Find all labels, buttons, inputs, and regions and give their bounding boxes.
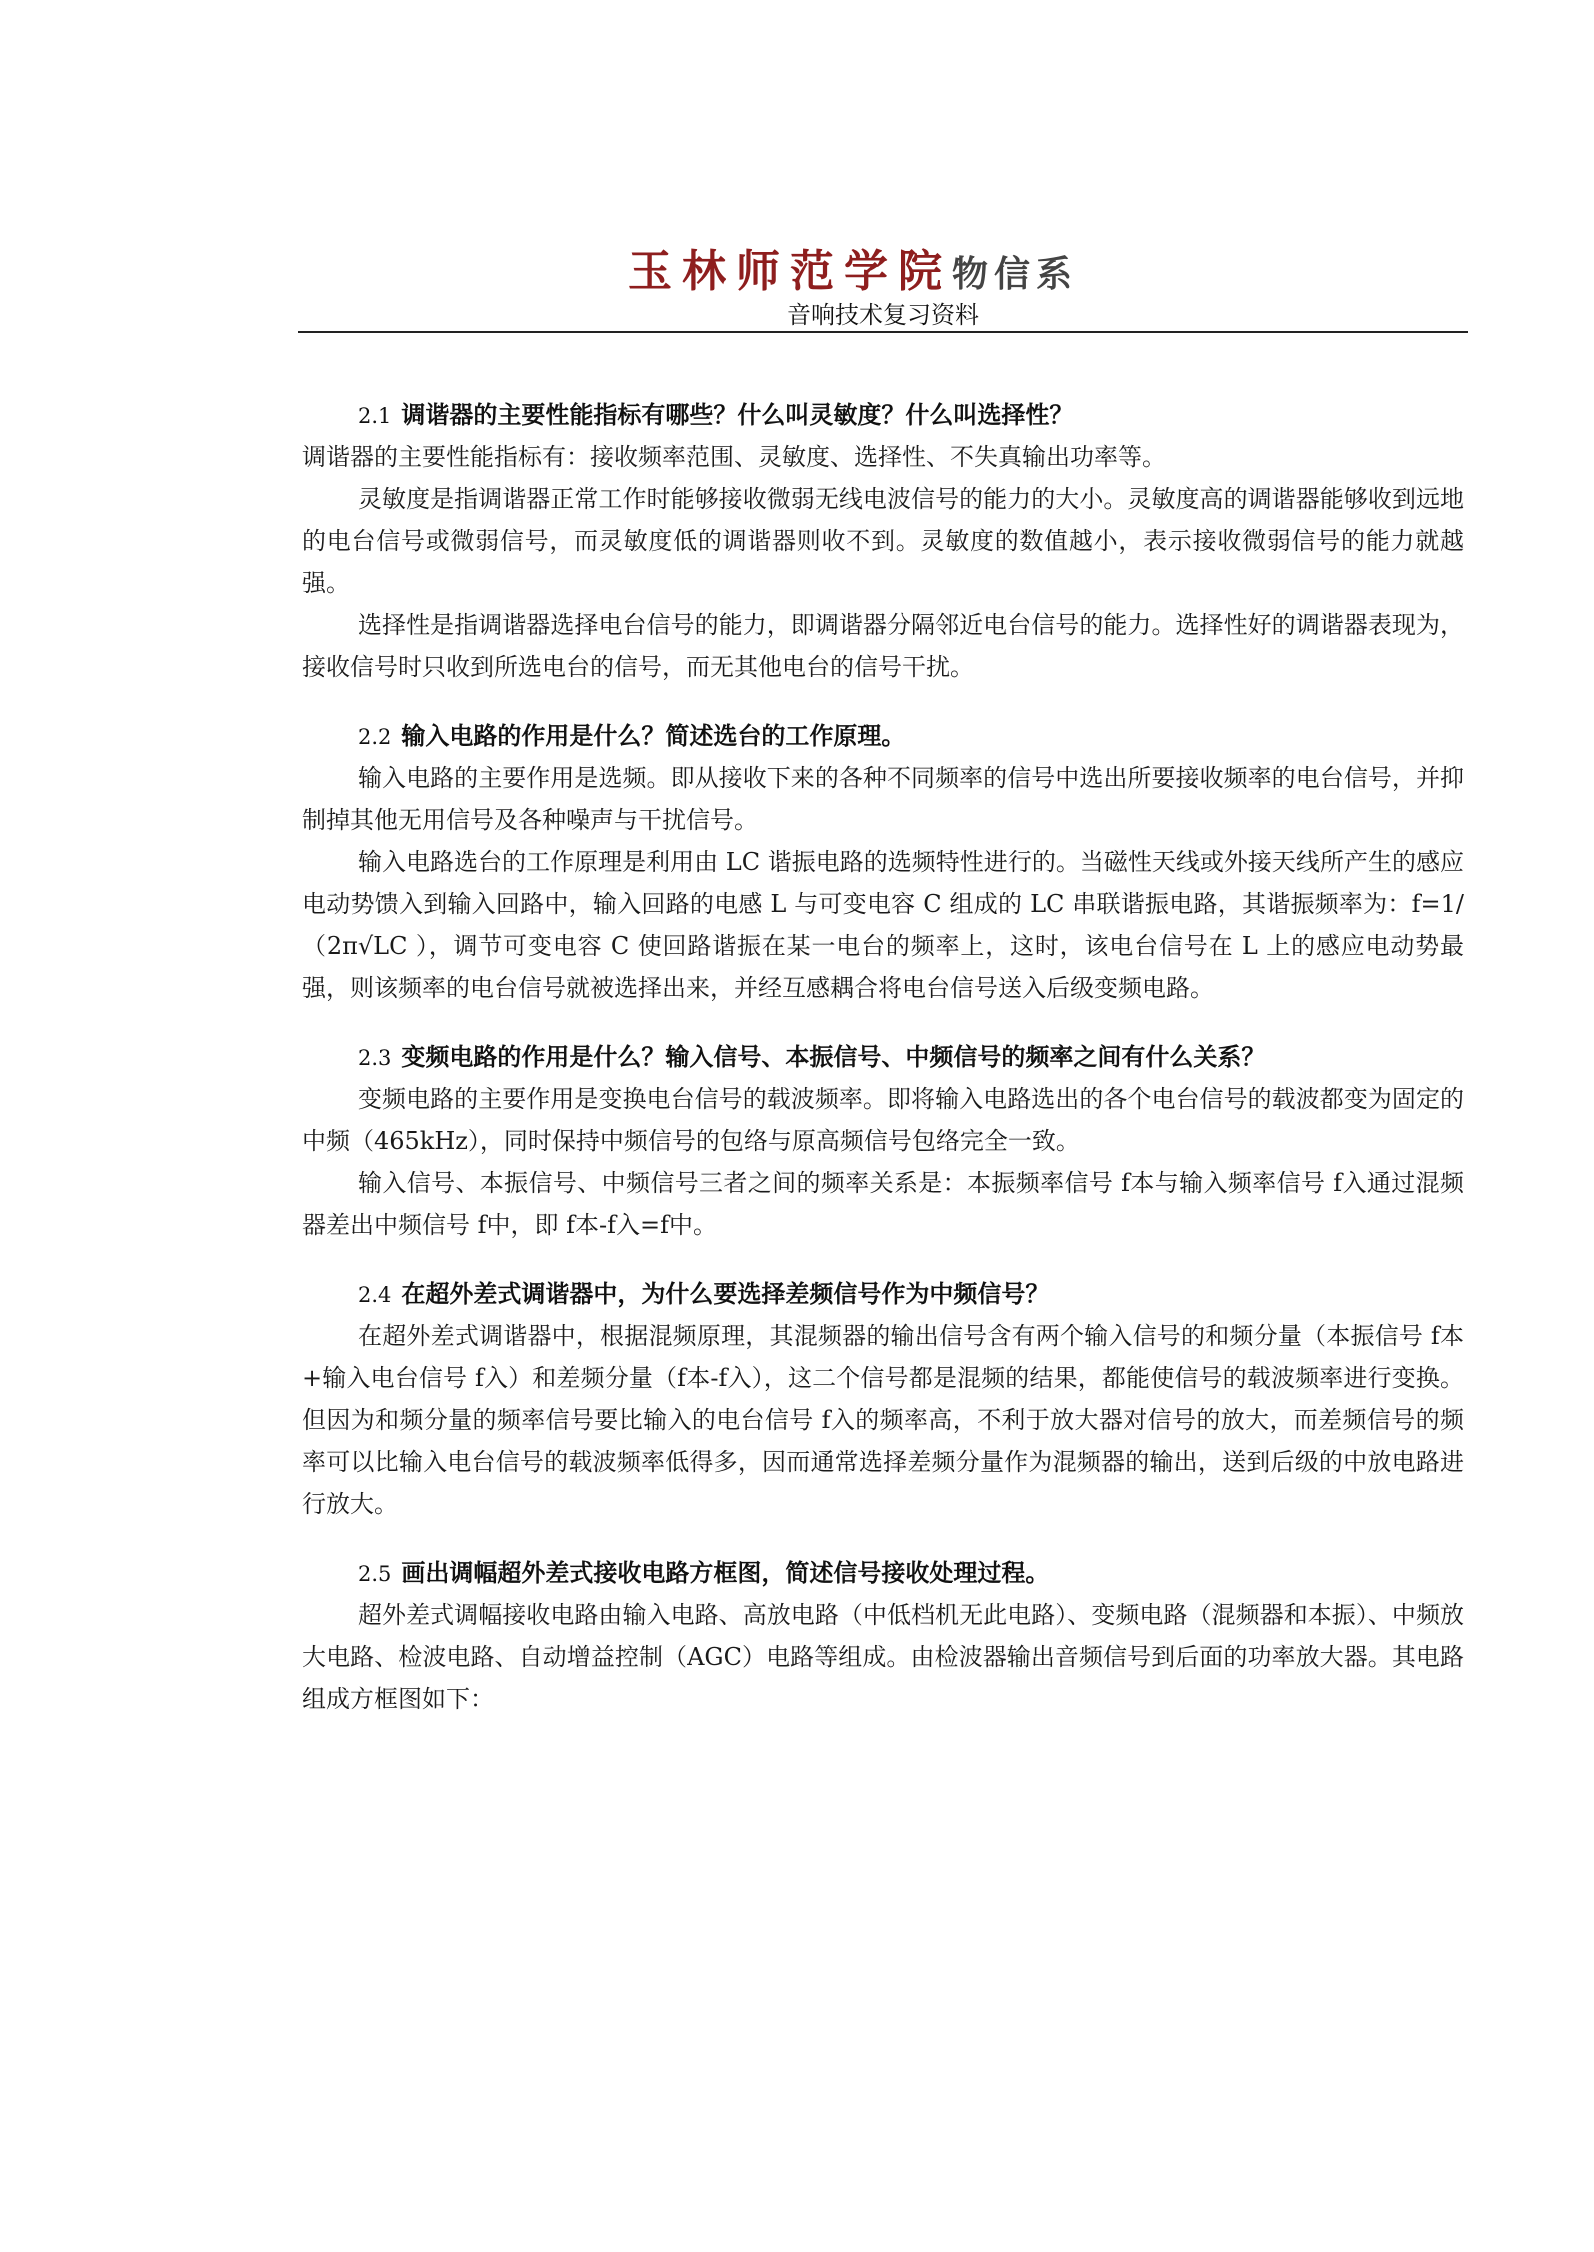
section-2-3 bbox=[302, 1037, 1464, 1246]
question-number: 2.1 bbox=[358, 404, 392, 428]
answer-paragraph: 超外差式调幅接收电路由输入电路、高放电路（中低档机无此电路）、变频电路（混频器和本振）、中频放大电路、检波电路、自动增益控制（AGC）电路等组成。由检波器输出音频信号到后面的功率放大器。其电路组成方框图如下： bbox=[302, 1601, 1464, 1713]
question-number: 2.3 bbox=[358, 1046, 392, 1070]
department-name: 物信系 bbox=[951, 253, 1078, 295]
section-2-5 bbox=[302, 1553, 1464, 1720]
document-subtitle: 音响技术复习资料 bbox=[787, 301, 979, 329]
question-text: 在超外差式调谐器中，为什么要选择差频信号作为中频信号？ bbox=[401, 1280, 1050, 1308]
question-heading bbox=[302, 395, 1464, 436]
answer-paragraph: 输入信号、本振信号、中频信号三者之间的频率关系是：本振频率信号 f本与输入频率信号 f入通过混频器差出中频信号 f中，即 f本-f入=f中。 bbox=[302, 1169, 1464, 1239]
question-text: 调谐器的主要性能指标有哪些？什么叫灵敏度？什么叫选择性？ bbox=[401, 401, 1074, 429]
question-number: 2.2 bbox=[358, 725, 392, 749]
school-name-text: 玉林师范学院 bbox=[627, 246, 952, 297]
question-text: 画出调幅超外差式接收电路方框图，简述信号接收处理过程。 bbox=[401, 1559, 1050, 1587]
answer-paragraph: 输入电路的主要作用是选频。即从接收下来的各种不同频率的信号中选出所要接收频率的电台信号，并抑制掉其他无用信号及各种噪声与干扰信号。 bbox=[302, 764, 1464, 834]
header-divider bbox=[298, 331, 1468, 333]
question-number: 2.5 bbox=[358, 1562, 392, 1586]
question-heading bbox=[302, 1553, 1464, 1594]
answer-paragraph: 选择性是指调谐器选择电台信号的能力，即调谐器分隔邻近电台信号的能力。选择性好的调谐器表现为，接收信号时只收到所选电台的信号，而无其他电台的信号干扰。 bbox=[302, 611, 1464, 681]
question-text: 输入电路的作用是什么？简述选台的工作原理。 bbox=[401, 722, 906, 750]
answer-paragraph: 灵敏度是指调谐器正常工作时能够接收微弱无线电波信号的能力的大小。灵敏度高的调谐器能够收到远地的电台信号或微弱信号，而灵敏度低的调谐器则收不到。灵敏度的数值越小，表示接收微弱信号的能力就越强。 bbox=[302, 485, 1464, 597]
section-2-4 bbox=[302, 1274, 1464, 1525]
question-heading bbox=[302, 1274, 1464, 1315]
question-heading bbox=[302, 716, 1464, 757]
school-name bbox=[436, 235, 1270, 299]
document-body bbox=[302, 395, 1464, 1748]
section-2-1 bbox=[302, 395, 1464, 688]
section-2-2 bbox=[302, 716, 1464, 1009]
answer-paragraph: 调谐器的主要性能指标有：接收频率范围、灵敏度、选择性、不失真输出功率等。 bbox=[302, 443, 1166, 471]
answer-paragraph: 在超外差式调谐器中，根据混频原理，其混频器的输出信号含有两个输入信号的和频分量（本振信号 f本+输入电台信号 f入）和差频分量（f本-f入），这二个信号都是混频的结果，都能使信号的载波频率进行变换。但因为和频分量的频率信号要比输入的电台信号 f入的频率高，不利于放大器对信号的放大，而差频信号的频率可以比输入电台信号的载波频率低得多，因而通常选择差频分量作为混频器的输出，送到后级的中放电路进行放大。 bbox=[302, 1322, 1464, 1518]
question-number: 2.4 bbox=[358, 1283, 392, 1307]
answer-paragraph: 变频电路的主要作用是变换电台信号的载波频率。即将输入电路选出的各个电台信号的载波都变为固定的中频（465kHz），同时保持中频信号的包络与原高频信号包络完全一致。 bbox=[302, 1085, 1464, 1155]
question-text: 变频电路的作用是什么？输入信号、本振信号、中频信号的频率之间有什么关系？ bbox=[401, 1043, 1266, 1071]
question-heading bbox=[302, 1037, 1464, 1078]
answer-paragraph: 输入电路选台的工作原理是利用由 LC 谐振电路的选频特性进行的。当磁性天线或外接天线所产生的感应电动势馈入到输入回路中，输入回路的电感 L 与可变电容 C 组成的 LC 串联谐振电路，其谐振频率为：f=1/（2π√LC ），调节可变电容 C 使回路谐振在某一电台的频率上，这时，该电台信号在 L 上的感应电动势最强，则该频率的电台信号就被选择出来，并经互感耦合将电台信号送入后级变频电路。 bbox=[302, 848, 1464, 1002]
